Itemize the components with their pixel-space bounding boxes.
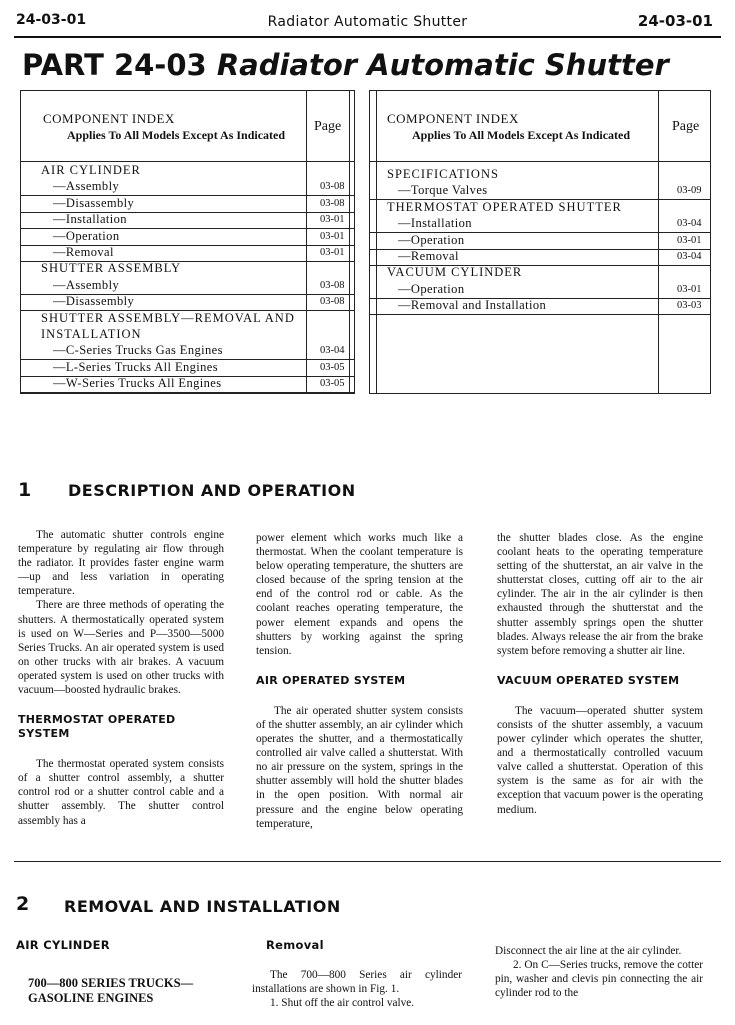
index-row xyxy=(21,311,354,327)
header-left-code: 24-03-01 xyxy=(16,12,87,28)
component-index-right xyxy=(369,90,711,394)
index-row xyxy=(21,327,354,343)
paragraph: The vacuum—operated shutter system consists of the shutter assembly, a vacuum power cylinder which operates the shutter, and a thermostatically controlled vacuum valve called a shutterstat. Operation of this system is the same as for air with the exception that vacuum power is the operating medium. xyxy=(497,704,703,816)
index-row-page: 03-01 xyxy=(320,247,345,258)
index-row xyxy=(370,282,710,299)
index-row-label: VACUUM CYLINDER xyxy=(387,265,523,280)
index-row-page: 03-05 xyxy=(320,361,345,373)
component-index-left xyxy=(20,90,355,394)
index-row xyxy=(370,183,710,200)
index-row-label: —Installation xyxy=(53,212,127,227)
paragraph: The 700—800 Series air cylinder installations are shown in Fig. 1. xyxy=(252,969,462,996)
index-row-label: —Operation xyxy=(398,281,465,296)
index-row-page: 03-08 xyxy=(320,279,345,291)
index-row xyxy=(370,265,710,281)
component-index-header xyxy=(21,91,354,162)
paragraph: Disconnect the air line at the air cylinder. xyxy=(495,945,682,957)
section-1-column-1 xyxy=(18,528,224,828)
component-index-subheading: Applies To All Models Except As Indicated xyxy=(67,128,286,142)
index-row xyxy=(21,343,354,360)
section-2-title: REMOVAL AND INSTALLATION xyxy=(64,897,341,916)
index-row-label: —Removal xyxy=(398,249,459,263)
section-2-number: 2 xyxy=(16,893,30,915)
index-row xyxy=(21,196,354,213)
subheading-air-cylinder: AIR CYLINDER xyxy=(16,938,110,952)
paragraph: 2. On C—Series trucks, remove the cotter pin, washer and clevis pin connecting the air cylinder rod to the xyxy=(495,959,703,1000)
component-index-header xyxy=(370,91,710,162)
subheading-removal: Removal xyxy=(266,938,324,952)
index-row-page: 03-04 xyxy=(677,218,702,230)
header-title: Radiator Automatic Shutter xyxy=(267,14,468,30)
subheading-vacuum-operated: VACUUM OPERATED SYSTEM xyxy=(497,673,680,687)
paragraph: The automatic shutter controls engine temperature by regulating air flow through the radiator. It provides faster engine warm—up and less variation in operating temperature. xyxy=(18,529,224,598)
index-row-page: 03-03 xyxy=(677,300,702,312)
paragraph: The thermostat operated system consists of a shutter control assembly, a shutter control rod or a shutter control cable and a shutter assembly. The shutter control assembly has a xyxy=(18,758,224,827)
part-title-text: Radiator Automatic Shutter xyxy=(216,48,669,82)
index-row-label: —Disassembly xyxy=(53,294,135,309)
index-row-page: 03-01 xyxy=(320,214,345,226)
part-label: PART 24-03 xyxy=(22,48,207,82)
index-row-label: AIR CYLINDER xyxy=(41,163,141,177)
paragraph: the shutter blades close. As the engine coolant heats to the operating temperature setting of the shutterstat, an air valve in the shutterstat closes, cutting off air to the air cylinder. The air in the air cylinder is then exhausted through the shutterstat and the shutter assembly springs open the shutter blades. Always release the air from the brake system before removing a shutter air line. xyxy=(497,532,703,657)
page-column-heading: Page xyxy=(672,119,700,134)
index-row-label: —L-Series Trucks All Engines xyxy=(53,359,219,374)
index-row-label: —W-Series Trucks All Engines xyxy=(53,376,222,391)
index-row xyxy=(21,245,354,262)
index-row-page: 03-01 xyxy=(677,234,702,246)
component-index-heading: COMPONENT INDEX xyxy=(43,111,175,126)
section-1-number: 1 xyxy=(18,479,32,501)
index-row-label: —C-Series Trucks Gas Engines xyxy=(53,343,223,358)
index-row xyxy=(21,278,354,295)
index-row-page: 03-09 xyxy=(677,185,702,197)
header-rule xyxy=(14,36,721,38)
section-1-column-3 xyxy=(497,531,703,817)
index-row-page: 03-05 xyxy=(320,378,345,390)
component-index-heading: COMPONENT INDEX xyxy=(387,111,519,126)
section-divider-rule xyxy=(14,861,721,862)
index-row-page: 03-04 xyxy=(677,251,702,262)
index-row xyxy=(370,298,710,315)
header-right-code: 24-03-01 xyxy=(637,12,713,30)
paragraph: The air operated shutter system consists of the shutter assembly, an air cylinder which operates the shutter, and a thermostatically controlled air valve called a shutterstat. With no air pressure on the system, springs in the shutter assembly will hold the shutter blades in the open position. With normal air pressure and the engine below operating temperature, xyxy=(256,704,463,830)
section-2-column-1 xyxy=(16,938,216,1006)
index-row-label: —Removal xyxy=(53,245,114,259)
index-row-page: 03-08 xyxy=(320,181,345,193)
index-row-label: SHUTTER ASSEMBLY—REMOVAL AND xyxy=(41,310,295,325)
index-row-page: 03-01 xyxy=(320,230,345,242)
index-row-label: —Operation xyxy=(53,228,120,243)
index-row xyxy=(21,294,354,311)
index-row xyxy=(21,163,354,179)
index-row xyxy=(370,167,710,183)
index-row-label: —Assembly xyxy=(53,179,120,194)
section-1-title: DESCRIPTION AND OPERATION xyxy=(68,481,356,500)
index-row-label: —Torque Valves xyxy=(398,183,488,198)
index-row xyxy=(21,229,354,246)
paragraph: 1. Shut off the air control valve. xyxy=(270,997,415,1010)
index-row xyxy=(370,200,710,216)
index-row-label: —Operation xyxy=(398,232,465,247)
section-1-column-2 xyxy=(256,531,463,831)
index-row-label: THERMOSTAT OPERATED SHUTTER xyxy=(387,199,622,214)
page-column-heading: Page xyxy=(314,119,342,134)
index-row xyxy=(370,233,710,250)
index-row-page: 03-08 xyxy=(320,296,345,308)
index-row-label: —Removal and Installation xyxy=(398,298,547,313)
index-row xyxy=(21,179,354,196)
section-2-column-3 xyxy=(495,944,703,1000)
index-row-label: SPECIFICATIONS xyxy=(387,167,499,181)
paragraph: power element which works much like a thermostat. When the coolant temperature is below operating temperature, the shutters are closed because of the spring tension at the end of the control rod or cable. As the coolant reaches operating temperature, the power element expands and opens the shutters by working against the spring tension. xyxy=(256,532,463,657)
index-row-page: 03-01 xyxy=(677,283,702,295)
index-row-label: —Installation xyxy=(398,216,472,231)
index-row-label: —Assembly xyxy=(53,277,120,292)
index-row xyxy=(21,261,354,277)
index-row xyxy=(21,212,354,229)
index-row xyxy=(370,249,710,266)
index-row-label: INSTALLATION xyxy=(41,327,142,341)
subheading-thermostat-operated: THERMOSTAT OPERATED SYSTEM xyxy=(18,713,176,741)
section-2-column-2 xyxy=(252,938,462,1010)
index-row xyxy=(21,360,354,377)
paragraph: There are three methods of operating the shutters. A thermostatically operated system is used on W—Series and P—3500—5000 Series Trucks. An air operated system is used on other trucks with air brakes. A vacuum operated system is used on other trucks with vacuum—boosted hydraulic brakes. xyxy=(18,599,224,697)
component-index-subheading: Applies To All Models Except As Indicated xyxy=(412,128,631,142)
part-title xyxy=(22,48,669,82)
index-row-label: —Disassembly xyxy=(53,195,135,210)
index-row xyxy=(370,216,710,233)
index-row xyxy=(21,376,354,393)
index-row-page: 03-08 xyxy=(320,197,345,209)
index-row-label: SHUTTER ASSEMBLY xyxy=(41,261,182,276)
subheading-700-800-series: 700—800 SERIES TRUCKS—GASOLINE ENGINES xyxy=(28,976,194,1005)
subheading-air-operated: AIR OPERATED SYSTEM xyxy=(256,673,406,687)
index-row-page: 03-04 xyxy=(320,345,345,357)
